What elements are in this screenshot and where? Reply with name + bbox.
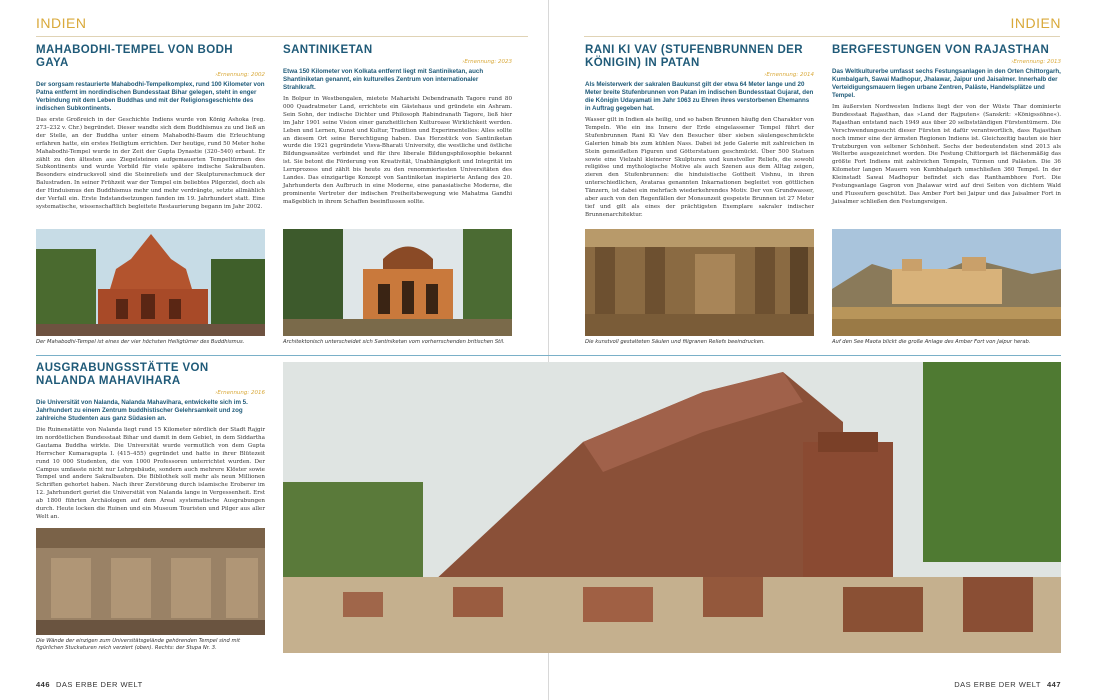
article-body: In Bolpur in Westbengalen, mietete Maharishi Debendranath Tagore rund 80 000 Quadratmeter Land, errichtete ein Gästehaus und gründete ein Ashram. Sein Sohn, der indische Dichter und Philosoph Rabindranath Tagore, ließ hier im Jahr 1901 seine Vision einer ganzheitlichen Kulturoase Wirklichkeit werden. Leben und Lernen, Kunst und Kultur, Tradition und Experimentelles: Alles sollte an diesem Ort seine Berechtigung haben. Das Herzstück von Santiniketan wurde die 1921 gegründete Visva-Bharati University, die westliche und östliche Bildungsansätze verbindet und für ihre liberale Bildungsphilosophie bekannt ist. Sie betont die Förderung von Kreativität, Unabhängigkeit und Integrität im Lernprozess und zählt bis heute zu den renommiertesten Universitäten des Landes. Das einzigartige Konzept von Santiniketan inspirierte Anfang des 20. Jahrhunderts den Aufbruch in eine Moderne, eine panasiatische Moderne, die prominente Vertreter der indischen Freiheitsbewegung wie Mahatma Gandhi maßgeblich in ihrem Schaffen beeinflussen sollte. [283, 96, 512, 205]
footer-right [954, 680, 1061, 689]
article-santiniketan [283, 44, 512, 207]
footer-title-right: DAS ERBE DER WELT [954, 680, 1041, 689]
article-body: Die Ruinenstätte von Nalanda liegt rund 15 Kilometer nördlich der Stadt Rajgir im nordöstlichen Bundesstaat Bihar und damit in dem Gebiet, in dem Siddartha Gautama Buddha wirkte. Die Universität wurde vermutlich von dem Gupta Herrscher Kumaragupta I. (415–455) gegründet und hatte in ihrer Blütezeit rund 10 000 Studenten, die von 1000 Professoren unterrichtet wurden. Der Campus umfasste nicht nur Lehrgebäude, sondern auch mehrere Klöster sowie Tempel und andere Sakralbauten. Die Bibliothek soll mehr als neun Millionen Schriften gehortet haben. Nach ihrer Zerstörung durch islamische Eroberer im 12. Jahrhundert geriet die Universität von Nalanda lange in Vergessenheit. Erst ab 1800 führten Archäologen auf dem Areal systematische Ausgrabungen durch. Heute locken die Ruinen und ein Museum Touristen und Pilger aus aller Welt an. [36, 427, 265, 520]
photo-caption: Auf den See Maota blickt die große Anlage des Amber Fort von Jaipur herab. [832, 339, 1031, 345]
designation-year: ›Ernennung: 2002 [215, 72, 265, 78]
footer-left [36, 680, 143, 689]
article-title: RANI KI VAV (STUFENBRUNNEN DER KÖNIGIN) IN PATAN [585, 44, 803, 69]
article-mahabodhi [36, 44, 265, 212]
photo-caption: Der Mahabodhi-Tempel ist eines der vier höchsten Heiligtümer des Buddhismus. [36, 339, 245, 345]
designation-year: ›Ernennung: 2014 [764, 72, 814, 78]
fort-photo [832, 229, 1061, 336]
section-divider [36, 355, 1061, 356]
santiniketan-photo [283, 229, 512, 336]
article-title: MAHABODHI-TEMPEL VON BODH GAYA [36, 44, 233, 69]
article-lead: Als Meisterwerk der sakralen Baukunst gilt der etwa 64 Meter lange und 20 Meter breite Stufenbrunnen von Patan im indischen Bundesstaat Gujarat, den die Königin Udayamati im Jahr 1063 zu Ehren ihres verstorbenen Ehemanns in Auftrag gegeben hat. [585, 81, 814, 112]
fort-photo-icon [832, 229, 1061, 336]
page-number-right: 447 [1046, 680, 1061, 689]
section-header-left: INDIEN [36, 15, 87, 31]
article-nalanda [36, 362, 265, 522]
article-rani-ki-vav [585, 44, 814, 220]
top-rule-right [584, 36, 1060, 37]
designation-year: ›Ernennung: 2013 [1011, 59, 1061, 65]
photo-caption: Architektonisch unterscheidet sich Santiniketan vom vorherrschenden britischen Stil. [283, 339, 505, 345]
article-body: Wasser gilt in Indien als heilig, und so haben Brunnen häufig den Charakter von Tempeln. Wie ein ins Innere der Erde eingelassener Tempel führt der Stufenbrunnen Rani Ki Vav den Besucher über sieben säulengeschmückte Galerien hinab bis zum kühlen Nass. Dabei ist jede Galerie mit zahlreichen in Stein gemeißelten Figuren und Götterstatuen geschmückt. Über 500 Statuen sowie eine Vielzahl kleinerer Skulpturen und kunstvoller Reliefs, die sowohl religiöse und mythologische Motive als auch Szenen aus dem Alltag zeigen, zieren den Stufenbrunnen: die hinduistische Gottheit Vishnu, in ihren unterschiedlichen, Avataras genannten Inkarnationen begleitet von göttlichen Tänzern, ist dabei ein mehrfach wiederkehrendes Motiv. Der von Grundwasser, aber auch von den Regenfällen der Monsunzeit gespeiste Brunnen ist 27 Meter tief und gilt als eines der prächtigsten Exemplare sakraler indischer Brunnenarchitektur. [585, 117, 814, 218]
stepwell-photo [585, 229, 814, 336]
ruins-photo-icon [283, 362, 1061, 653]
building-photo-icon [283, 229, 512, 336]
article-lead: Etwa 150 Kilometer von Kolkata entfernt liegt mit Santiniketan, auch Shantiniketan genannt, ein kulturelles Zentrum von internationaler Strahlkraft. [283, 68, 484, 91]
temple-photo-icon [36, 229, 265, 336]
photo-caption: Die kunstvoll gestalteten Säulen und filigranen Reliefs beeindrucken. [585, 339, 765, 345]
nalanda-relief-photo [36, 528, 265, 635]
article-title: SANTINIKETAN [283, 44, 373, 56]
section-header-right: INDIEN [1010, 15, 1061, 31]
stupa-photo [283, 362, 1061, 653]
article-rajasthan [832, 44, 1061, 207]
article-lead: Die Universität von Nalanda, Nalanda Mahavihara, entwickelte sich im 5. Jahrhundert zu einem Zentrum buddhistischer Gelehrsamkeit und zog zahlreiche Studenten aus ganz Südasien an. [36, 399, 248, 422]
article-lead: Der sorgsam restaurierte Mahabodhi-Tempelkomplex, rund 100 Kilometer von Patna entfernt im nordindischen Bundesstaat Bihar gelegen, steht in enger Verbindung mit dem Leben Buddhas und mit der Religionsgeschichte des indischen Subkontinents. [36, 81, 265, 112]
photo-caption: Die Wände der einzigen zum Universitätsgelände gehörenden Tempel sind mit figürlichen Stuckaturen reich verziert (oben). Rechts: der Stupa Nr. 3. [36, 638, 240, 651]
stepwell-photo-icon [585, 229, 814, 336]
article-body: Das erste Großreich in der Geschichte Indiens wurde von König Ashoka (reg. 273–232 v. Chr.) begründet. Dieser wandte sich dem Buddhismus zu und ließ an der Stelle, an der Buddha unter einem Mahabodhi-Baum die Erleuchtung erfahren hatte, ein erstes Heiligtum errichten. Der heutige, rund 50 Meter hohe Mahabodhi-Tempel wurde in der Zeit der Gupta Dynastie (320–540) erbaut. Er zählt zu den ältesten aus Ziegelsteinen aufgemauerten Tempeltürmen des Subkontinents und wurde Vorbild für viele spätere indische Sakralbauten. Besonders eindrucksvoll sind die Steinreliefs und der Skulpturenschmuck der Balustraden. In seiner Frühzeit war der Tempel ein beliebtes Pilgerziel, doch als der Hinduismus den Buddhismus mehr und mehr verdrängte, setzte allmählich der Verfall ein. Erste Indstandsetzungen fanden im 19. Jahrhundert statt. Eine systematische, wissenschaftlich begleitete Restaurierung begann im Jahr 2002. [36, 117, 265, 210]
footer-title-left: DAS ERBE DER WELT [56, 680, 143, 689]
page-number-left: 446 [36, 680, 51, 689]
designation-year: ›Ernennung: 2023 [462, 59, 512, 65]
top-rule-left [36, 36, 528, 37]
article-lead: Das Weltkulturerbe umfasst sechs Festungsanlagen in den Orten Chittorgarh, Kumbalgarh, Sawai Madhopur, Jhalawar, Jaipur und Jaisalmer. Innerhalb der Verteidigungsmauern liegen urbane Zentren, Paläste, Handelsplätze und Tempel. [832, 68, 1061, 99]
designation-year: ›Ernennung: 2016 [215, 390, 265, 396]
article-title: BERGFESTUNGEN VON RAJASTHAN [832, 44, 1050, 56]
article-title: AUSGRABUNGSSTÄTTE VON NALANDA MAHAVIHARA [36, 362, 209, 387]
temple-photo [36, 229, 265, 336]
relief-photo-icon [36, 528, 265, 635]
article-body: Im äußersten Nordwesten Indiens liegt der von der Wüste Thar dominierte Bundesstaat Rajasthan, das »Land der Rajputen« (Sanskrit: »Königssöhne«). Rajasthan entstand nach 1949 aus über 20 selbstständigen Fürstentümern. Die Verschwendungssucht dieser Fürsten ist dafür verantwortlich, dass Rajasthan noch immer eine der ärmsten Regionen Indiens ist. Gleichzeitig bauten sie hier Trutzburgen von seltener Schönheit. Sechs der bedeutendsten sind 2013 als Welterbe ausgezeichnet worden. Die Festung Chittorgarh ist flächenmäßig das größte Fort Indiens mit zahlreichen Tempeln, Türmen und Palästen. Die 36 Kilometer langen Mauern von Kumbhalgarh umschließen 360 Tempel. In der Kleinstadt Sawai Madhopur befindet sich das Ranthambhore Fort. Die Festungsanlage Gagron von Jhalawar wird auf drei Seiten von dichtem Wald und Flussufern geschützt. Das Amber Fort bei Jaipur und das Jaisalmer Fort in Jaisalmer schließen den Festungsreigen. [832, 104, 1061, 205]
